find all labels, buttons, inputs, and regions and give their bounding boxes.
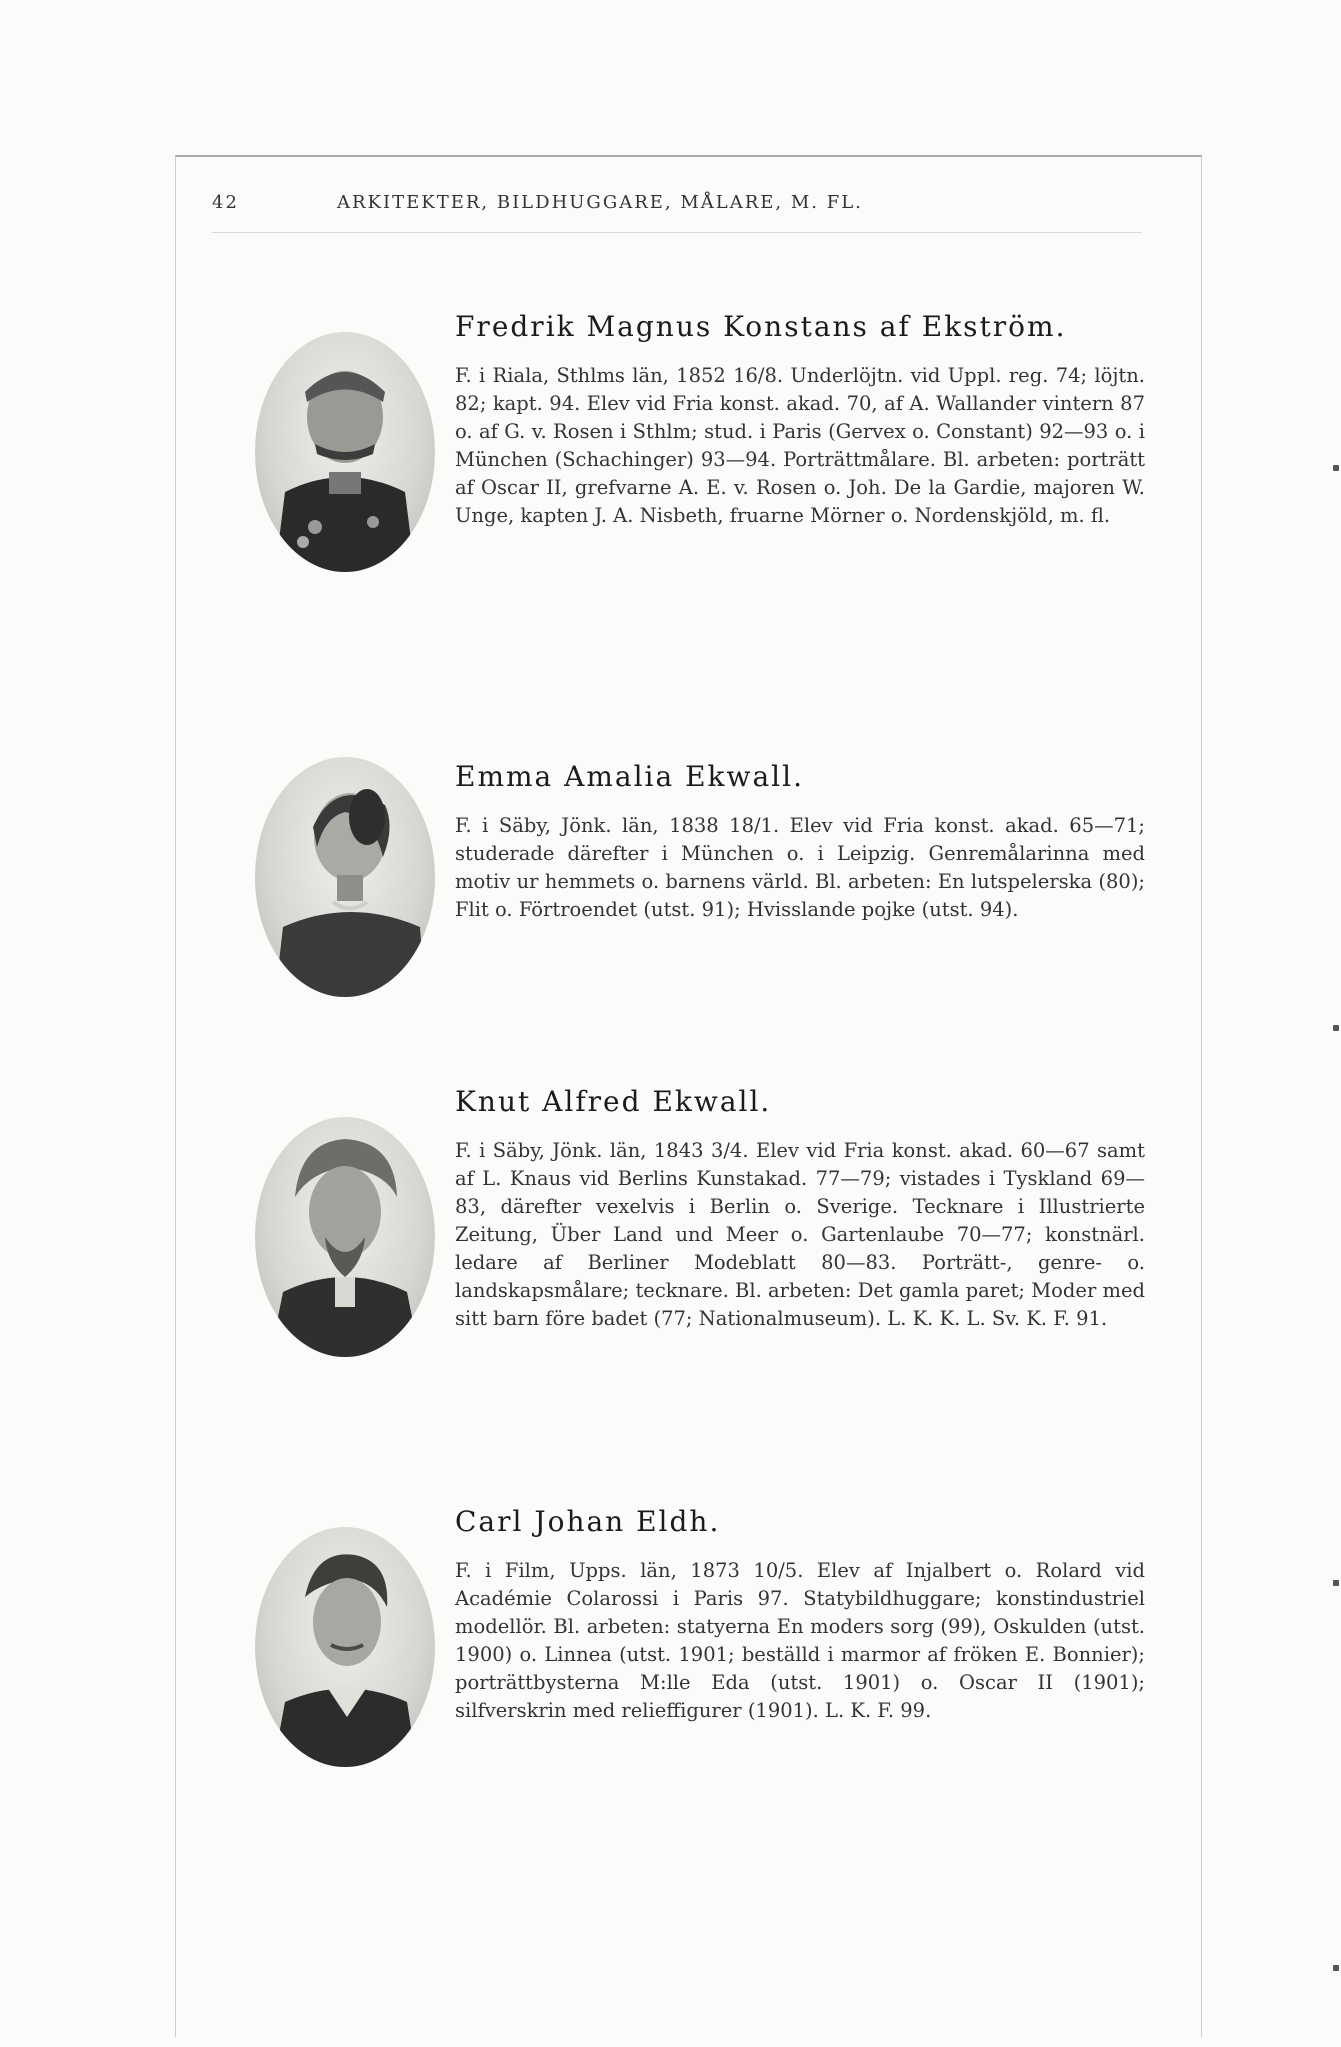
entry-biography: F. i Film, Upps. län, 1873 10/5. Elev af Injalbert o. Rolard vid Académie Colarossi i Paris 97. Statybildhuggare; konstindustriel modellör. Bl. arbeten: statyerna En moders sorg (99), Oskulden (utst. 1900) o. Linnea (utst. 1901; beställd i marmor af fröken E. Bonnier); porträttbysterna M:lle Eda (utst. 1901) o. Oscar II (1901); silfverskrin med relieffigurer (1901). L. K. F. 99.	[455, 1559, 1145, 1722]
running-header	[212, 192, 1142, 233]
portrait-oval	[255, 332, 435, 572]
entry-biography: F. i Riala, Sthlms län, 1852 16/8. Underlöjtn. vid Uppl. reg. 74; löjtn. 82; kapt. 94. Elev vid Fria konst. akad. 70, af A. Wallander vintern 87 o. af G. v. Rosen i Sthlm; stud. i Paris (Gervex o. Constant) 92—93 o. i München (Schachinger) 93—94. Porträttmålare. Bl. arbeten: porträtt af Oscar II, grefvarne A. E. v. Rosen o. Joh. De la Gardie, majoren W. Unge, kapten J. A. Nisbeth, fruarne Mörner o. Nordenskjöld, m. fl.	[455, 364, 1145, 527]
entry-name: Emma Amalia Ekwall.	[455, 760, 804, 793]
page-number: 42	[212, 192, 239, 213]
entry-name: Knut Alfred Ekwall.	[455, 1085, 772, 1118]
scan-speck	[1333, 465, 1339, 471]
scan-speck	[1333, 1580, 1339, 1586]
scan-speck	[1333, 1025, 1339, 1031]
portrait-woman-image	[255, 757, 435, 997]
scan-speck	[1333, 1965, 1339, 1971]
portrait-officer-image	[255, 332, 435, 572]
portrait-oval	[255, 757, 435, 997]
entry-biography: F. i Säby, Jönk. län, 1838 18/1. Elev vid Fria konst. akad. 65—71; studerade därefter i München o. i Leipzig. Genremålarinna med motiv ur hemmets o. barnens värld. Bl. arbeten: En lutspelerska (80); Flit o. Förtroendet (utst. 91); Hvisslande pojke (utst. 94).	[455, 814, 1145, 921]
running-title: ARKITEKTER, BILDHUGGARE, MÅLARE, M. FL.	[337, 192, 863, 213]
portrait-oval	[255, 1117, 435, 1357]
portrait-man-image	[255, 1117, 435, 1357]
portrait-young-man-image	[255, 1527, 435, 1767]
entry-name: Carl Johan Eldh.	[455, 1505, 721, 1538]
entry-biography: F. i Säby, Jönk. län, 1843 3/4. Elev vid Fria konst. akad. 60—67 samt af L. Knaus vid Berlins Kunstakad. 77—79; vistades i Tyskland 69—83, därefter vexelvis i Berlin o. Sverige. Tecknare i Illustrierte Zeitung, Über Land und Meer o. Gartenlaube 70—77; konstnärl. ledare af Berliner Modeblatt 80—83. Porträtt-, genre- o. landskapsmålare; tecknare. Bl. arbeten: Det gamla paret; Moder med sitt barn före badet (77; Nationalmuseum). L. K. K. L. Sv. K. F. 91.	[455, 1139, 1145, 1330]
portrait-oval	[255, 1527, 435, 1767]
entry-name: Fredrik Magnus Konstans af Ekström.	[455, 310, 1067, 343]
